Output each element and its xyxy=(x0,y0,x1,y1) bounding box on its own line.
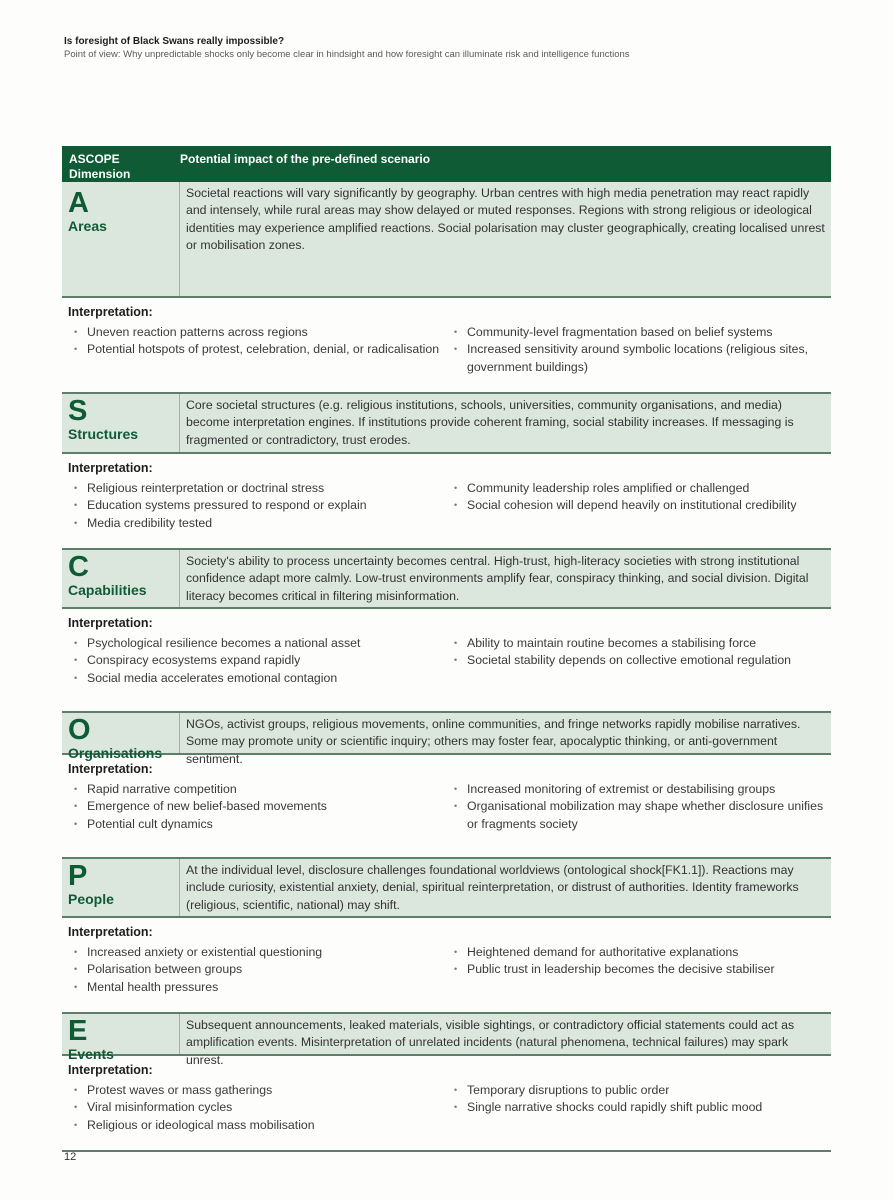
interpretation-heading: Interpretation: xyxy=(68,1063,153,1077)
table-body xyxy=(62,182,831,1150)
dimension-impact-text: Subsequent announcements, leaked materials, visible sightings, or contradictory official statements could act as amplification events. Misinterpretation of unrelated incidents (natural phenomena, technical failures) may spark unrest. xyxy=(179,1014,831,1054)
interpretation-list-left xyxy=(68,944,448,996)
interpretation-bullet: • Community-level fragmentation based on belief systems xyxy=(448,324,825,341)
interpretation-bullet: • Single narrative shocks could rapidly shift public mood xyxy=(448,1099,825,1116)
interpretation-list-left xyxy=(68,1082,448,1134)
dimension-name: Organisations xyxy=(68,745,163,761)
dimension-label xyxy=(62,713,179,761)
interpretation-bullet: • Potential cult dynamics xyxy=(68,816,448,833)
interpretation-bullet: • Mental health pressures xyxy=(68,979,448,996)
interpretation-heading: Interpretation: xyxy=(68,762,153,776)
interpretation-section xyxy=(62,918,831,1012)
interpretation-bullet: • Conspiracy ecosystems expand rapidly xyxy=(68,652,448,669)
header-potential-impact: Potential impact of the pre-defined scenario xyxy=(180,152,431,166)
interpretation-bullet: • Emergence of new belief-based movements xyxy=(68,798,448,815)
dimension-block-events xyxy=(62,1012,831,1150)
interpretation-section xyxy=(62,1056,831,1150)
interpretation-section xyxy=(62,454,831,548)
running-header xyxy=(64,35,844,61)
table-bottom-rule xyxy=(62,1150,831,1152)
dimension-impact-text: At the individual level, disclosure challenges foundational worldviews (ontological shock[FK1.1]). Reactions may include curiosity, existential anxiety, denial, spiritual reinterpretation, or distrust of authorities. Identity frameworks (religious, scientific, national) may shift. xyxy=(179,859,831,916)
interpretation-bullet: • Heightened demand for authoritative explanations xyxy=(448,944,825,961)
interpretation-bullet: • Social media accelerates emotional contagion xyxy=(68,670,448,687)
header-ascope-dimension: ASCOPE Dimension xyxy=(69,152,131,181)
interpretation-list-left xyxy=(68,324,448,376)
interpretation-section xyxy=(62,609,831,711)
interpretation-bullet: • Rapid narrative competition xyxy=(68,781,448,798)
dimension-label xyxy=(62,394,179,452)
interpretation-section xyxy=(62,298,831,392)
interpretation-bullet: • Increased monitoring of extremist or destabilising groups xyxy=(448,781,825,798)
interpretation-bullet: • Polarisation between groups xyxy=(68,961,448,978)
dimension-block-structures xyxy=(62,392,831,548)
dimension-block-areas xyxy=(62,182,831,392)
table-header xyxy=(62,146,831,182)
dimension-letter: S xyxy=(68,395,88,427)
dimension-impact-text: NGOs, activist groups, religious movements, online communities, and fringe networks rapidly mobilise narratives. Some may promote unity or scientific inquiry; others may foster fear, apocalyptic thinking, or anti-government sentiment. xyxy=(179,713,831,753)
interpretation-bullet: • Protest waves or mass gatherings xyxy=(68,1082,448,1099)
interpretation-bullet: • Public trust in leadership becomes the decisive stabiliser xyxy=(448,961,825,978)
interpretation-bullet: • Religious or ideological mass mobilisation xyxy=(68,1117,448,1134)
interpretation-bullet: • Education systems pressured to respond or explain xyxy=(68,497,448,514)
dimension-name: Structures xyxy=(68,426,139,442)
dimension-row xyxy=(62,548,831,609)
interpretation-list-right xyxy=(448,480,825,532)
dimension-name: People xyxy=(68,891,114,907)
interpretation-heading: Interpretation: xyxy=(68,925,153,939)
ascope-table xyxy=(62,146,831,1152)
interpretation-bullet: • Ability to maintain routine becomes a stabilising force xyxy=(448,635,825,652)
interpretation-section xyxy=(62,755,831,857)
interpretation-bullet: • Organisational mobilization may shape whether disclosure unifies or fragments society xyxy=(448,798,825,833)
dimension-letter: O xyxy=(68,714,91,746)
interpretation-bullet: • Increased sensitivity around symbolic locations (religious sites, government buildings) xyxy=(448,341,825,376)
interpretation-heading: Interpretation: xyxy=(68,461,153,475)
dimension-label xyxy=(62,182,179,296)
dimension-row xyxy=(62,182,831,298)
document-title: Is foresight of Black Swans really impossible? xyxy=(64,36,285,47)
interpretation-bullet: • Uneven reaction patterns across regions xyxy=(68,324,448,341)
interpretation-list-left xyxy=(68,781,448,833)
dimension-letter: A xyxy=(68,187,89,219)
dimension-block-people xyxy=(62,857,831,1012)
dimension-impact-text: Core societal structures (e.g. religious institutions, schools, universities, community organisations, and media) become interpretation engines. If institutions provide coherent framing, social stability increases. If messaging is fragmented or contradictory, trust erodes. xyxy=(179,394,831,452)
dimension-impact-text: Society's ability to process uncertainty becomes central. High-trust, high-literacy societies with strong institutional confidence adapt more calmly. Low-trust environments amplify fear, conspiracy thinking, and social division. Digital literacy becomes critical in filtering misinformation. xyxy=(179,550,831,607)
interpretation-list-right xyxy=(448,781,825,833)
interpretation-bullet: • Increased anxiety or existential questioning xyxy=(68,944,448,961)
dimension-row xyxy=(62,857,831,918)
dimension-label xyxy=(62,859,179,916)
interpretation-bullet: • Media credibility tested xyxy=(68,515,448,532)
dimension-impact-text: Societal reactions will vary significantly by geography. Urban centres with high media penetration may react rapidly and intensely, while rural areas may show delayed or muted responses. Regions with strong religious or ideological identities may experience amplified reactions. Social polarisation may cluster geographically, creating localised unrest or mobilisation zones. xyxy=(179,182,831,296)
interpretation-heading: Interpretation: xyxy=(68,616,153,630)
dimension-label xyxy=(62,1014,179,1062)
dimension-letter: E xyxy=(68,1015,88,1047)
dimension-name: Capabilities xyxy=(68,582,147,598)
interpretation-bullet: • Religious reinterpretation or doctrinal stress xyxy=(68,480,448,497)
dimension-row xyxy=(62,1012,831,1067)
dimension-row xyxy=(62,711,831,766)
interpretation-bullet: • Potential hotspots of protest, celebration, denial, or radicalisation xyxy=(68,341,448,358)
interpretation-list-left xyxy=(68,635,448,687)
dimension-block-organisations xyxy=(62,711,831,857)
interpretation-list-right xyxy=(448,944,825,996)
dimension-letter: P xyxy=(68,860,88,892)
interpretation-bullet: • Societal stability depends on collective emotional regulation xyxy=(448,652,825,669)
interpretation-list-right xyxy=(448,324,825,376)
interpretation-bullet: • Psychological resilience becomes a national asset xyxy=(68,635,448,652)
dimension-name: Events xyxy=(68,1046,114,1062)
interpretation-bullet: • Community leadership roles amplified or challenged xyxy=(448,480,825,497)
interpretation-list-left xyxy=(68,480,448,532)
interpretation-list-right xyxy=(448,635,825,687)
dimension-name: Areas xyxy=(68,218,107,234)
dimension-block-capabilities xyxy=(62,548,831,711)
interpretation-bullet: • Social cohesion will depend heavily on institutional credibility xyxy=(448,497,825,514)
interpretation-heading: Interpretation: xyxy=(68,305,153,319)
dimension-label xyxy=(62,550,179,607)
interpretation-bullet: • Viral misinformation cycles xyxy=(68,1099,448,1116)
interpretation-bullet: • Temporary disruptions to public order xyxy=(448,1082,825,1099)
dimension-row xyxy=(62,392,831,454)
dimension-letter: C xyxy=(68,551,89,583)
document-subtitle: Point of view: Why unpredictable shocks only become clear in hindsight and how foresight can illuminate risk and intelligence functions xyxy=(64,49,630,60)
page-number: 12 xyxy=(64,1151,77,1163)
interpretation-list-right xyxy=(448,1082,825,1134)
